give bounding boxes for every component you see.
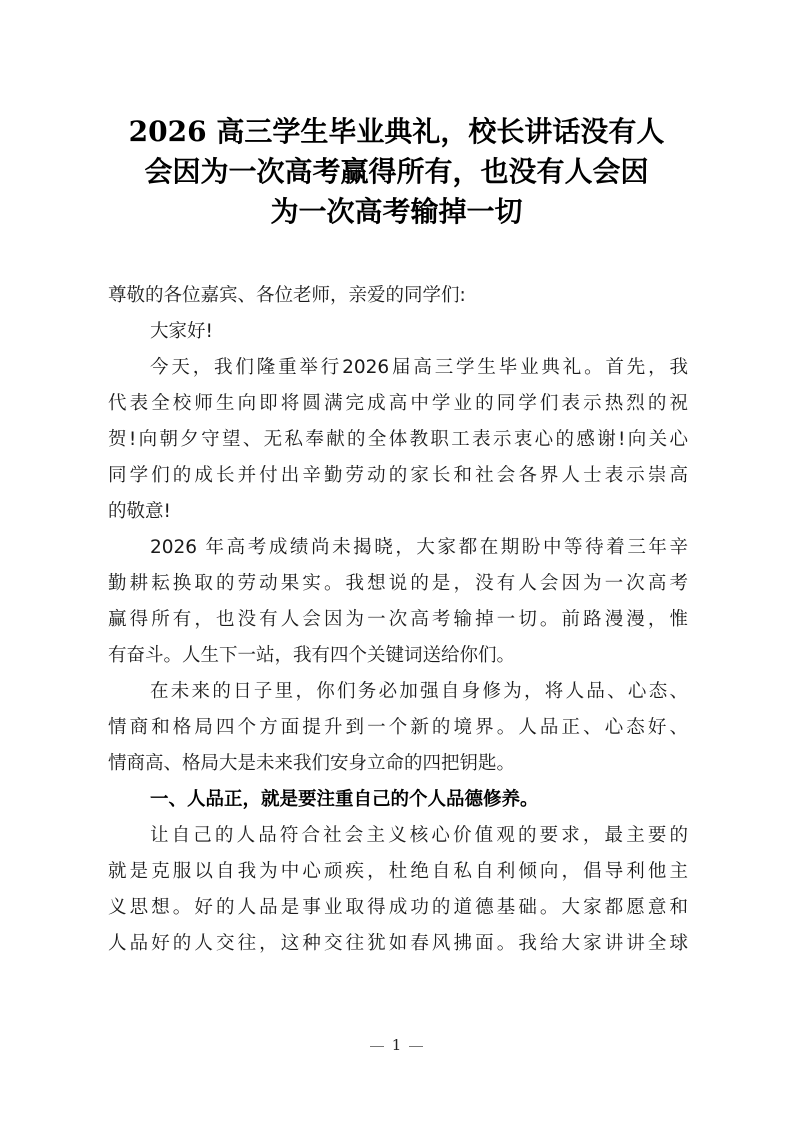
title-line-1: 2026 高三学生毕业典礼，校长讲话没有人 bbox=[128, 115, 665, 148]
paragraph-line: 的敬意! bbox=[108, 501, 171, 522]
document-body bbox=[108, 278, 688, 962]
paragraph-line: 代表全校师生向即将圆满完成高中学业的同学们表示热烈的祝 bbox=[108, 393, 688, 414]
paragraph-line: 同学们的成长并付出辛勤劳动的家长和社会各界人士表示崇高 bbox=[108, 465, 688, 486]
title-line-3: 为一次高考输掉一切 bbox=[270, 195, 523, 228]
paragraph-line: 义思想。好的人品是事业取得成功的道德基础。大家都愿意和 bbox=[108, 897, 688, 918]
paragraph-line: 今天，我们隆重举行2026届高三学生毕业典礼。首先，我 bbox=[150, 357, 688, 378]
title-line-2: 会因为一次高考赢得所有，也没有人会因 bbox=[144, 155, 649, 188]
footer-dash-right bbox=[409, 1046, 423, 1047]
footer-dash-left bbox=[370, 1046, 384, 1047]
paragraph-line: 就是克服以自我为中心顽疾，杜绝自私自利倾向，倡导利他主 bbox=[108, 861, 688, 882]
paragraph-line: 贺!向朝夕守望、无私奉献的全体教职工表示衷心的感谢!向关心 bbox=[108, 429, 688, 450]
paragraph-line: 情商和格局四个方面提升到一个新的境界。人品正、心态好、 bbox=[108, 717, 688, 738]
section-heading: 一、人品正，就是要注重自己的个人品德修养。 bbox=[150, 789, 539, 810]
paragraph-line: 赢得所有，也没有人会因为一次高考输掉一切。前路漫漫，惟 bbox=[108, 609, 688, 630]
page-footer bbox=[0, 1036, 793, 1054]
paragraph-line: 让自己的人品符合社会主义核心价值观的要求，最主要的 bbox=[150, 825, 688, 846]
document-title bbox=[100, 112, 693, 232]
paragraph-line: 在未来的日子里，你们务必加强自身修为，将人品、心态、 bbox=[150, 681, 688, 702]
paragraph-line: 人品好的人交往，这种交往犹如春风拂面。我给大家讲讲全球 bbox=[108, 933, 688, 954]
paragraph-line: 2026 年高考成绩尚未揭晓，大家都在期盼中等待着三年辛 bbox=[150, 537, 688, 558]
page-number: 1 bbox=[391, 1036, 402, 1054]
paragraph-line: 勤耕耘换取的劳动果实。我想说的是，没有人会因为一次高考 bbox=[108, 573, 688, 594]
paragraph-line: 有奋斗。人生下一站，我有四个关键词送给你们。 bbox=[108, 645, 516, 666]
paragraph-line: 情商高、格局大是未来我们安身立命的四把钥匙。 bbox=[108, 753, 516, 774]
greeting-line: 大家好! bbox=[150, 321, 213, 342]
salutation-line: 尊敬的各位嘉宾、各位老师，亲爱的同学们: bbox=[108, 285, 466, 306]
